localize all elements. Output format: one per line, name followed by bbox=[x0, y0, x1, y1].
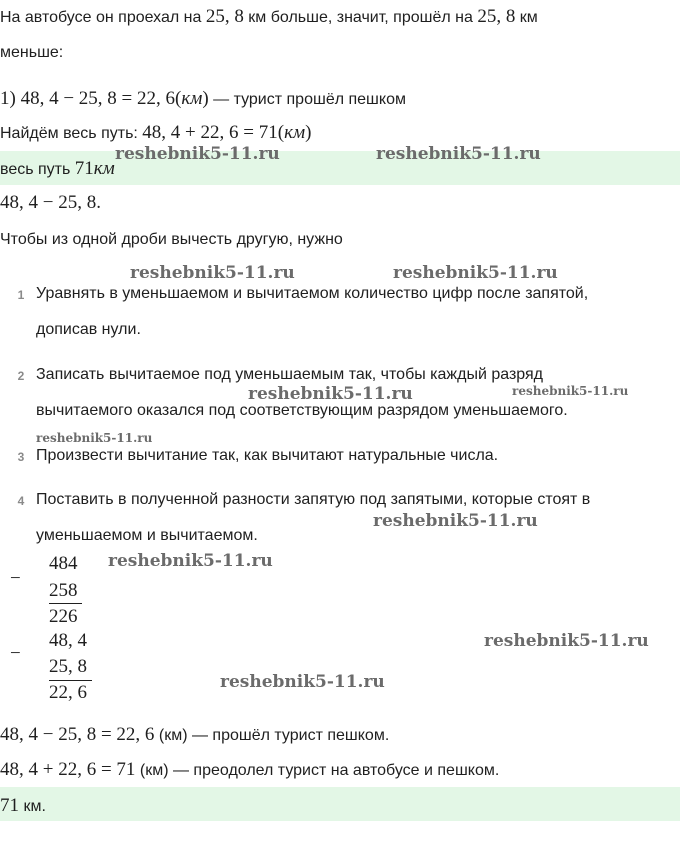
column2-underline bbox=[49, 680, 92, 681]
step1-close: ) bbox=[202, 88, 209, 109]
watermark: reshebnik5-11.ru bbox=[248, 384, 413, 404]
watermark: reshebnik5-11.ru bbox=[393, 263, 558, 283]
step-1-line-1: Уравнять в уменьшаемом и вычитаемом количество цифр после запятой, bbox=[36, 285, 589, 302]
step-item-4 bbox=[36, 482, 680, 554]
column1-difference: 226 bbox=[49, 606, 78, 627]
result-line-1 bbox=[0, 724, 389, 746]
step2-unit: км bbox=[284, 122, 306, 143]
intro-text-1: На автобусе он проехал на bbox=[0, 9, 206, 26]
step-number-2: 2 bbox=[17, 369, 25, 383]
answer-unit: км bbox=[93, 158, 115, 179]
step2-prefix: Найдём весь путь: bbox=[0, 125, 143, 142]
intro-text-2: км больше, значит, прошёл на bbox=[243, 9, 478, 26]
intro-line-1 bbox=[0, 6, 538, 28]
column1-underline bbox=[49, 603, 82, 604]
intro-number-1: 25, 8 bbox=[205, 6, 244, 27]
final-number: 71 bbox=[0, 795, 19, 816]
step-4-line-1: Поставить в полученной разности запятую под запятыми, которые стоят в bbox=[36, 491, 591, 508]
answer-number: 71 bbox=[74, 158, 94, 179]
column2-sign: − bbox=[10, 643, 21, 664]
watermark: reshebnik5-11.ru bbox=[376, 144, 541, 164]
step-4-line-2: уменьшаемом и вычитаемом. bbox=[36, 527, 258, 544]
rule-intro: Чтобы из одной дроби вычесть другую, нужно bbox=[0, 231, 343, 248]
step-1-line-2: дописав нули. bbox=[36, 321, 141, 338]
answer-line-1 bbox=[0, 158, 115, 180]
column2-minuend: 48, 4 bbox=[49, 630, 87, 651]
column2-subtrahend: 25, 8 bbox=[49, 656, 87, 677]
step-number-3: 3 bbox=[17, 450, 25, 464]
watermark: reshebnik5-11.ru bbox=[36, 431, 153, 445]
step1-text: — турист прошёл пешком bbox=[208, 91, 406, 108]
step1-math: 1) 48, 4 − 25, 8 = 22, 6( bbox=[0, 88, 182, 109]
watermark: reshebnik5-11.ru bbox=[373, 511, 538, 531]
watermark: reshebnik5-11.ru bbox=[130, 263, 295, 283]
column1-sign: − bbox=[10, 568, 21, 589]
expression: 48, 4 − 25, 8. bbox=[0, 192, 101, 213]
answer-prefix: весь путь bbox=[0, 161, 75, 178]
column1-minuend: 484 bbox=[49, 553, 78, 574]
watermark: reshebnik5-11.ru bbox=[484, 631, 649, 651]
step2-close: ) bbox=[305, 122, 312, 143]
watermark: reshebnik5-11.ru bbox=[115, 144, 280, 164]
final-answer bbox=[0, 795, 46, 817]
column1-subtrahend: 258 bbox=[49, 580, 78, 601]
step-item-1 bbox=[36, 276, 680, 348]
result1-math: 48, 4 − 25, 8 = 22, 6 bbox=[0, 724, 155, 745]
result-line-2 bbox=[0, 759, 499, 781]
watermark: reshebnik5-11.ru bbox=[108, 551, 273, 571]
watermark: reshebnik5-11.ru bbox=[512, 384, 629, 398]
step1-line bbox=[0, 88, 406, 110]
intro-text-3: км bbox=[515, 9, 538, 26]
step-number-4: 4 bbox=[17, 494, 25, 508]
step-2-line-2: вычитаемого оказался под соответствующим разрядом уменьшаемого. bbox=[36, 402, 568, 419]
step-2-line-1: Записать вычитаемое под уменьшаемым так, чтобы каждый разряд bbox=[36, 366, 544, 383]
watermark: reshebnik5-11.ru bbox=[220, 672, 385, 692]
answer-highlight-2 bbox=[0, 787, 680, 821]
step-number-1: 1 bbox=[17, 288, 25, 302]
column2-difference: 22, 6 bbox=[49, 682, 87, 703]
result2-text: (км) — преодолел турист на автобусе и пешком. bbox=[135, 762, 500, 779]
intro-line-2: меньше: bbox=[0, 44, 64, 61]
step2-line bbox=[0, 122, 311, 144]
step-3-line-1: Произвести вычитание так, как вычитают натуральные числа. bbox=[36, 447, 499, 464]
step2-math: 48, 4 + 22, 6 = 71( bbox=[142, 122, 285, 143]
final-text: км. bbox=[19, 798, 46, 815]
result1-text: (км) — прошёл турист пешком. bbox=[154, 727, 390, 744]
step1-unit: км bbox=[181, 88, 203, 109]
intro-number-2: 25, 8 bbox=[477, 6, 516, 27]
result2-math: 48, 4 + 22, 6 = 71 bbox=[0, 759, 136, 780]
